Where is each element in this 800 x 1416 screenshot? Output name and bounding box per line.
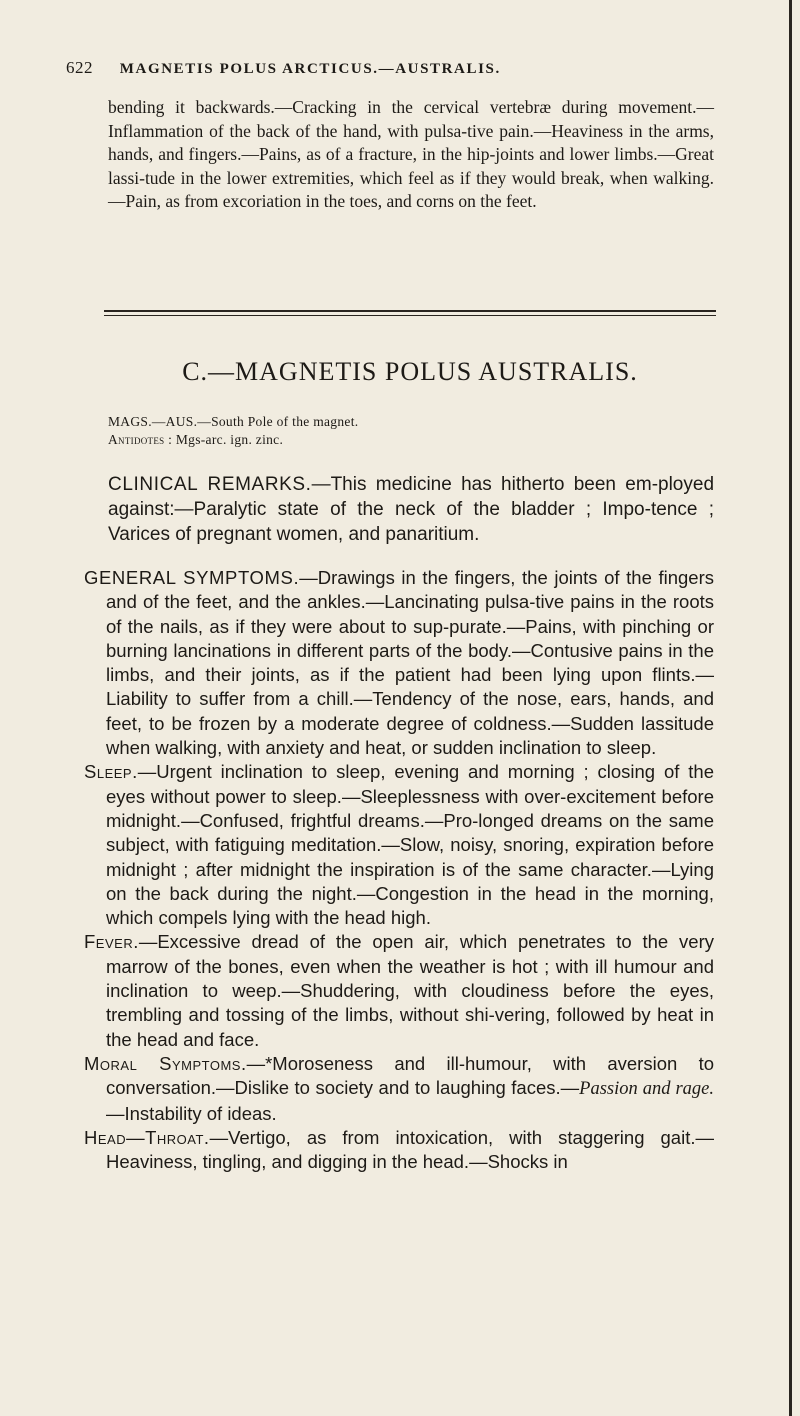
intro-paragraph: bending it backwards.—Cracking in the cervical vertebræ during movement.—Inflammation of the back of the hand, with pulsa-tive pain.—Heaviness in the arms, hands, and fingers.—Pains, as of a fracture, in the hip-joints and lower limbs.—Great lassi-tude in the lower extremities, which feel as if they would break, when walking.—Pain, as from excoriation in the toes, and corns on the feet. <box>108 97 714 212</box>
page-number: 622 <box>66 58 93 77</box>
page-edge-line <box>789 0 792 1416</box>
sleep-paragraph <box>84 760 714 930</box>
general-text: —Drawings in the fingers, the joints of the fingers and of the feet, and the ankles.—Lancinating pulsa-tive pains in the roots of the nails, as if they were about to sup-purate.—Pains, with pinching or burning lancinations in different parts of the body.—Contusive pains in the limbs, and their joints, as if the patient had been lying upon flints.—Liability to suffer from a chill.—Tendency of the nose, ears, hands, and feet, to be frozen by a moderate degree of coldness.—Sudden lassitude when walking, with anxiety and heat, or sudden inclination to sleep. <box>106 567 715 759</box>
sleep-label: Sleep. <box>84 761 138 783</box>
running-title: MAGNETIS POLUS ARCTICUS.—AUSTRALIS. <box>119 61 501 77</box>
clinical-remarks <box>108 472 714 547</box>
moral-text: —*Moroseness and ill-humour, with aversion to conversation.—Dislike to society and to laughing faces.— <box>106 1052 715 1099</box>
section-divider-thin <box>104 315 716 316</box>
head-label: Head—Throat. <box>84 1126 210 1148</box>
general-heading: GENERAL SYMPTOMS. <box>84 567 300 588</box>
moral-paragraph <box>84 1052 714 1126</box>
fever-label: Fever. <box>84 931 139 953</box>
fever-text: —Excessive dread of the open air, which penetrates to the very marrow of the bones, even when the weather is hot ; with ill humour and inclination to weep.—Shuddering, with cloudiness before the eyes, trembling and tossing of the limbs, without shi-vering, followed by heat in the head and face. <box>106 931 714 1050</box>
clinical-heading: CLINICAL REMARKS. <box>108 474 312 495</box>
head-paragraph <box>84 1126 714 1175</box>
general-paragraph <box>84 566 714 760</box>
antidotes-line <box>108 432 283 448</box>
fever-paragraph <box>84 930 714 1051</box>
general-symptoms <box>84 566 714 1174</box>
moral-label: Moral Symptoms. <box>84 1052 247 1074</box>
section-divider-thick <box>104 310 716 312</box>
moral-after: —Instability of ideas. <box>106 1102 277 1124</box>
section-title: C.—MAGNETIS POLUS AUSTRALIS. <box>182 357 638 386</box>
moral-italic: Passion and rage. <box>579 1079 715 1100</box>
head-text: —Vertigo, as from intoxication, with staggering gait.—Heaviness, tingling, and digging in the head.—Shocks in <box>106 1126 714 1173</box>
running-header <box>66 58 501 78</box>
antidotes-text: Mgs-arc. ign. zinc. <box>175 432 284 447</box>
abbreviation-line: MAGS.—AUS.—South Pole of the magnet. <box>108 414 359 429</box>
sleep-text: —Urgent inclination to sleep, evening and morning ; closing of the eyes without power to sleep.—Sleeplessness with over-excitement before midnight.—Confused, frightful dreams.—Pro-longed dreams on the same subject, with fatiguing meditation.—Slow, noisy, snoring, expiration before midnight ; after midnight the inspiration is of the same character.—Lying on the back during the night.—Congestion in the head in the morning, which compels lying with the head high. <box>106 761 714 929</box>
clinical-text: —This medicine has hitherto been em-ployed against:—Paralytic state of the neck of the bladder ; Impo-tence ; Varices of pregnant women, and panaritium. <box>108 474 715 545</box>
antidotes-label: Antidotes : <box>108 432 173 447</box>
